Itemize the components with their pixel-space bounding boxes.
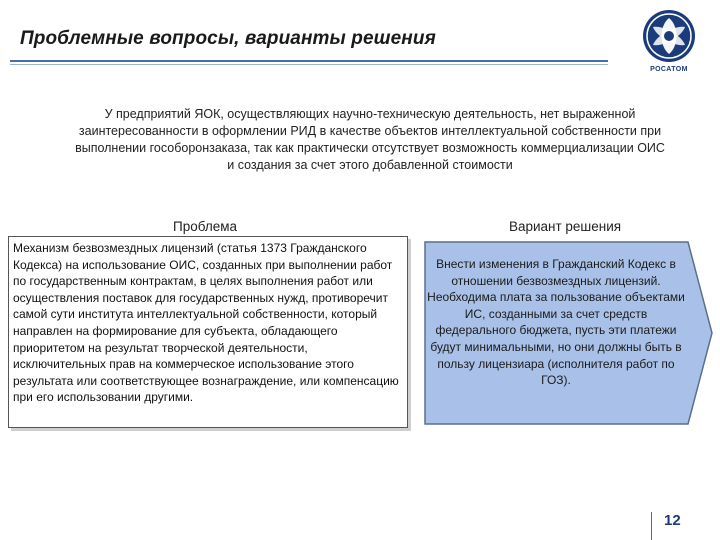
solution-header: Вариант решения <box>508 219 622 234</box>
atom-icon <box>624 6 714 66</box>
problem-header: Проблема <box>172 219 238 234</box>
title-divider-thin <box>10 64 608 65</box>
rosatom-logo <box>624 6 714 80</box>
intro-text: У предприятий ЯОК, осуществляющих научно-техническую деятельность, нет выраженной заинтересованности в оформлении РИД в качестве объектов интеллектуальной собственности при выполнении гособоронзаказа, так как практически отсутствует возможность коммерциализации ОИС и создания за счет этого добавленной стоимости <box>75 107 665 172</box>
logo-text: РОСАТОМ <box>650 66 688 73</box>
problem-box <box>8 236 408 428</box>
problem-text: Механизм безвозмездных лицензий (статья 1373 Гражданского Кодекса) на использование ОИС, созданных при выполнении работ по государственным контрактам, в целях выполнения работ или осуществления поставок для государственных нужд, противоречит самой сути института интеллектуальной собственности, который направлен на формирование для субъекта, обладающего приоритетом на результат творческой деятельности, исключительных прав на коммерческое использование этого результата или соответствующее вознаграждение, или компенсацию при его использовании другими. <box>13 241 399 405</box>
slide-title: Проблемные вопросы, варианты решения <box>20 28 436 49</box>
title-divider <box>10 60 608 62</box>
page-number-divider <box>651 512 652 540</box>
solution-arrow <box>423 240 715 426</box>
page-number: 12 <box>664 512 681 529</box>
solution-text: Внести изменения в Гражданский Кодекс в отношении безвозмездных лицензий. Необходима плата за пользование объектами ИС, созданными за счет средств федерального бюджета, пусть эти платежи будут минимальными, но они должны быть в пользу лицензиара (исполнителя работ по ГОЗ). <box>427 257 685 388</box>
